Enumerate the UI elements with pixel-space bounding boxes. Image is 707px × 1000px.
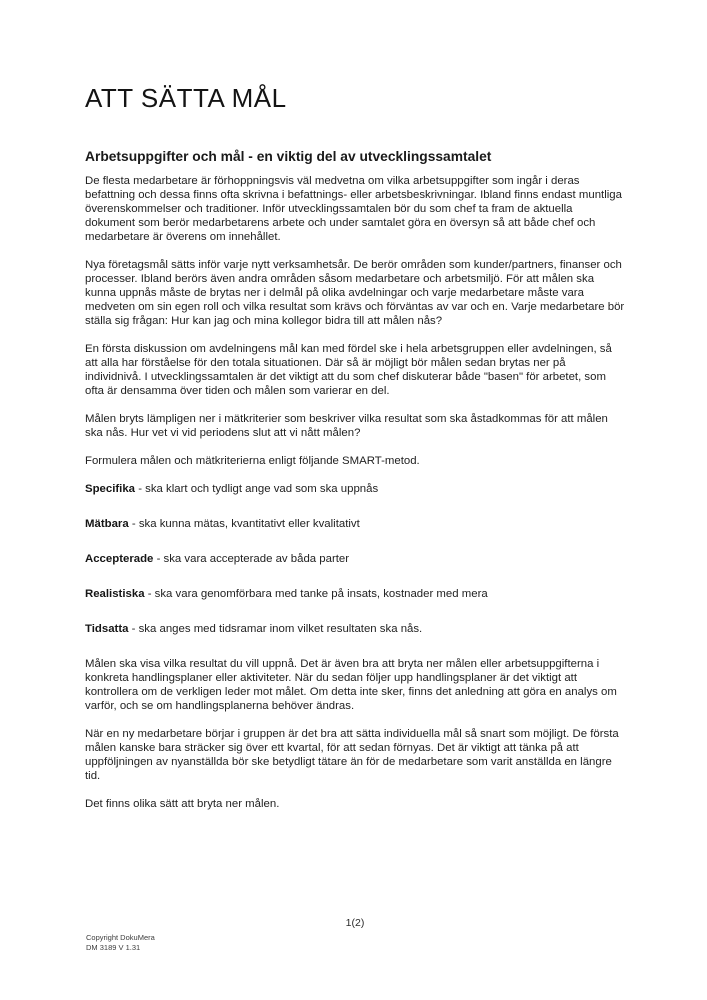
document-content (85, 0, 625, 825)
footer-copyright: Copyright DokuMera (86, 933, 155, 942)
paragraph-intro-5: Formulera målen och mätkriterierna enligt följande SMART-metod. (85, 455, 420, 467)
smart-desc: - ska vara genomförbara med tanke på insats, kostnader med mera (147, 588, 488, 600)
page-number: 1(2) (345, 917, 365, 929)
section-heading: Arbetsuppgifter och mål - en viktig del av utvecklingssamtalet (85, 149, 492, 164)
smart-term: Tidsatta (85, 623, 129, 635)
smart-item-matbara (85, 517, 625, 531)
smart-item-realistiska (85, 587, 625, 601)
smart-term: Specifika (85, 483, 136, 495)
paragraph-intro-3: En första diskussion om avdelningens mål kan med fördel ske i hela arbetsgruppen eller avdelningen, så att alla har förståelse för den totala situationen. Där så är möjligt bör målen sedan brytas ner på individnivå. I utvecklingssamtalen är det viktigt att du som chef diskuterar både "basen" för arbetet, som ofta är densamma över tiden och målen som varierar en del. (85, 343, 612, 397)
paragraph-outro-1: Målen ska visa vilka resultat du vill uppnå. Det är även bra att bryta ner målen eller arbetsuppgifterna i konkreta handlingsplaner eller aktiviteter. När du sedan följer upp handlingsplaner är det viktigt att kontrollera om de verkligen leder mot målet. Om detta inte sker, finns det anledning att göra en analys om varför, och se om handlingsplanerna behöver ändras. (85, 658, 617, 712)
smart-desc: - ska vara accepterade av båda parter (156, 553, 350, 565)
page-title: ATT SÄTTA MÅL (85, 83, 287, 113)
smart-desc: - ska klart och tydligt ange vad som ska uppnås (138, 483, 379, 495)
smart-item-specifika (85, 482, 625, 496)
footer-doc-id: DM 3189 V 1.31 (86, 942, 141, 952)
smart-item-tidsatta (85, 622, 625, 636)
paragraph-intro-2: Nya företagsmål sätts inför varje nytt verksamhetsår. De berör områden som kunder/partners, finanser och processer. Ibland berörs även andra områden såsom medarbetare och arbetsmiljö. För att målen ska kunna uppnås måste de brytas ner i delmål på olika avdelningar och varje medarbetare måste vara medveten om sin egen roll och vilka resultat som krävs och förväntas av var och en. Varje medarbetare bör ställa sig frågan: Hur kan jag och mina kollegor bidra till att målen nås? (85, 259, 625, 327)
smart-desc: - ska kunna mätas, kvantitativt eller kvalitativt (131, 518, 360, 530)
footer (86, 933, 155, 952)
paragraph-outro-3: Det finns olika sätt att bryta ner målen. (85, 798, 280, 810)
paragraph-intro-1: De flesta medarbetare är förhoppningsvis väl medvetna om vilka arbetsuppgifter som ingår i deras befattning och dessa finns ofta skrivna i befattnings- eller arbetsbeskrivningar. Ibland finns endast muntliga överenskommelser och traditioner. Inför utvecklingssamtalen bör du som chef ta fram de aktuella dokument som berör medarbetarens arbete och under samtalet göra en översyn så att både chef och medarbetare är överens om innehållet. (85, 175, 622, 243)
smart-desc: - ska anges med tidsramar inom vilket resultaten ska nås. (131, 623, 423, 635)
smart-term: Mätbara (85, 518, 129, 530)
smart-term: Accepterade (85, 553, 154, 565)
smart-term: Realistiska (85, 588, 145, 600)
paragraph-intro-4: Målen bryts lämpligen ner i mätkriterier som beskriver vilka resultat som ska åstadkommas för att målen ska nås. Hur vet vi vid periodens slut att vi nått målen? (85, 413, 608, 439)
smart-item-accepterade (85, 552, 625, 566)
paragraph-outro-2: När en ny medarbetare börjar i gruppen är det bra att sätta individuella mål så snart som möjligt. De första målen kanske bara sträcker sig över ett kvartal, för att sedan förnyas. Det är viktigt att tänka på att uppföljningen av nyanställda bör ske betydligt tätare än för de medarbetare som varit anställda en längre tid. (85, 728, 619, 782)
